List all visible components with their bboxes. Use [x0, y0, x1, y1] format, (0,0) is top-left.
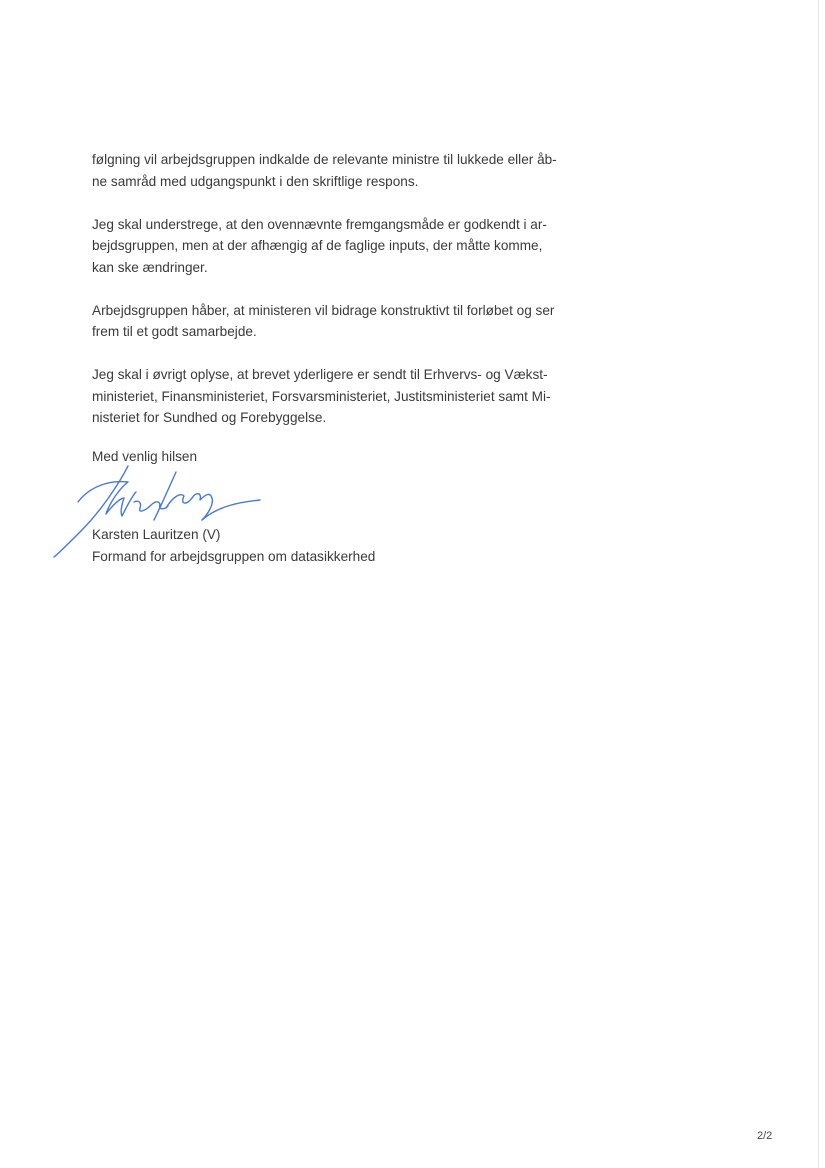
text-line: ministeriet, Finansministeriet, Forsvarsministeriet, Justitsministeriet samt Mi- [92, 388, 551, 404]
paragraph-approval [92, 214, 582, 279]
page-number: 2/2 [757, 1130, 773, 1142]
text-line: Arbejdsgruppen håber, at ministeren vil bidrage konstruktivt til forløbet og ser [92, 302, 555, 318]
text-line: bejdsgruppen, men at der afhængig af de faglige inputs, der måtte komme, [92, 238, 543, 253]
signatory-title: Formand for arbejdsgruppen om datasikkerhed [92, 548, 376, 564]
paragraph-cooperation [92, 300, 582, 343]
text-line: Jeg skal understrege, at den ovennævnte fremgangsmåde er godkendt i ar- [92, 216, 547, 232]
letter-body [92, 149, 582, 450]
text-line: nisteriet for Sundhed og Forebyggelse. [92, 410, 327, 425]
paragraph-recipients [92, 364, 582, 429]
text-line: ne samråd med udgangspunkt i den skriftlige respons. [92, 173, 419, 189]
text-line: Jeg skal i øvrigt oplyse, at brevet yderligere er sendt til Erhvervs- og Vækst- [92, 367, 548, 382]
text-line: kan ske ændringer. [92, 259, 208, 275]
closing-salutation: Med venlig hilsen [92, 449, 198, 464]
text-line: følgning vil arbejdsgruppen indkalde de relevante ministre til lukkede eller åb- [92, 152, 557, 167]
signatory-name: Karsten Lauritzen (V) [92, 527, 221, 542]
page-edge [818, 0, 819, 1168]
signatory-block [92, 524, 375, 567]
paragraph-followup [92, 149, 582, 192]
text-line: frem til et godt samarbejde. [92, 324, 257, 339]
